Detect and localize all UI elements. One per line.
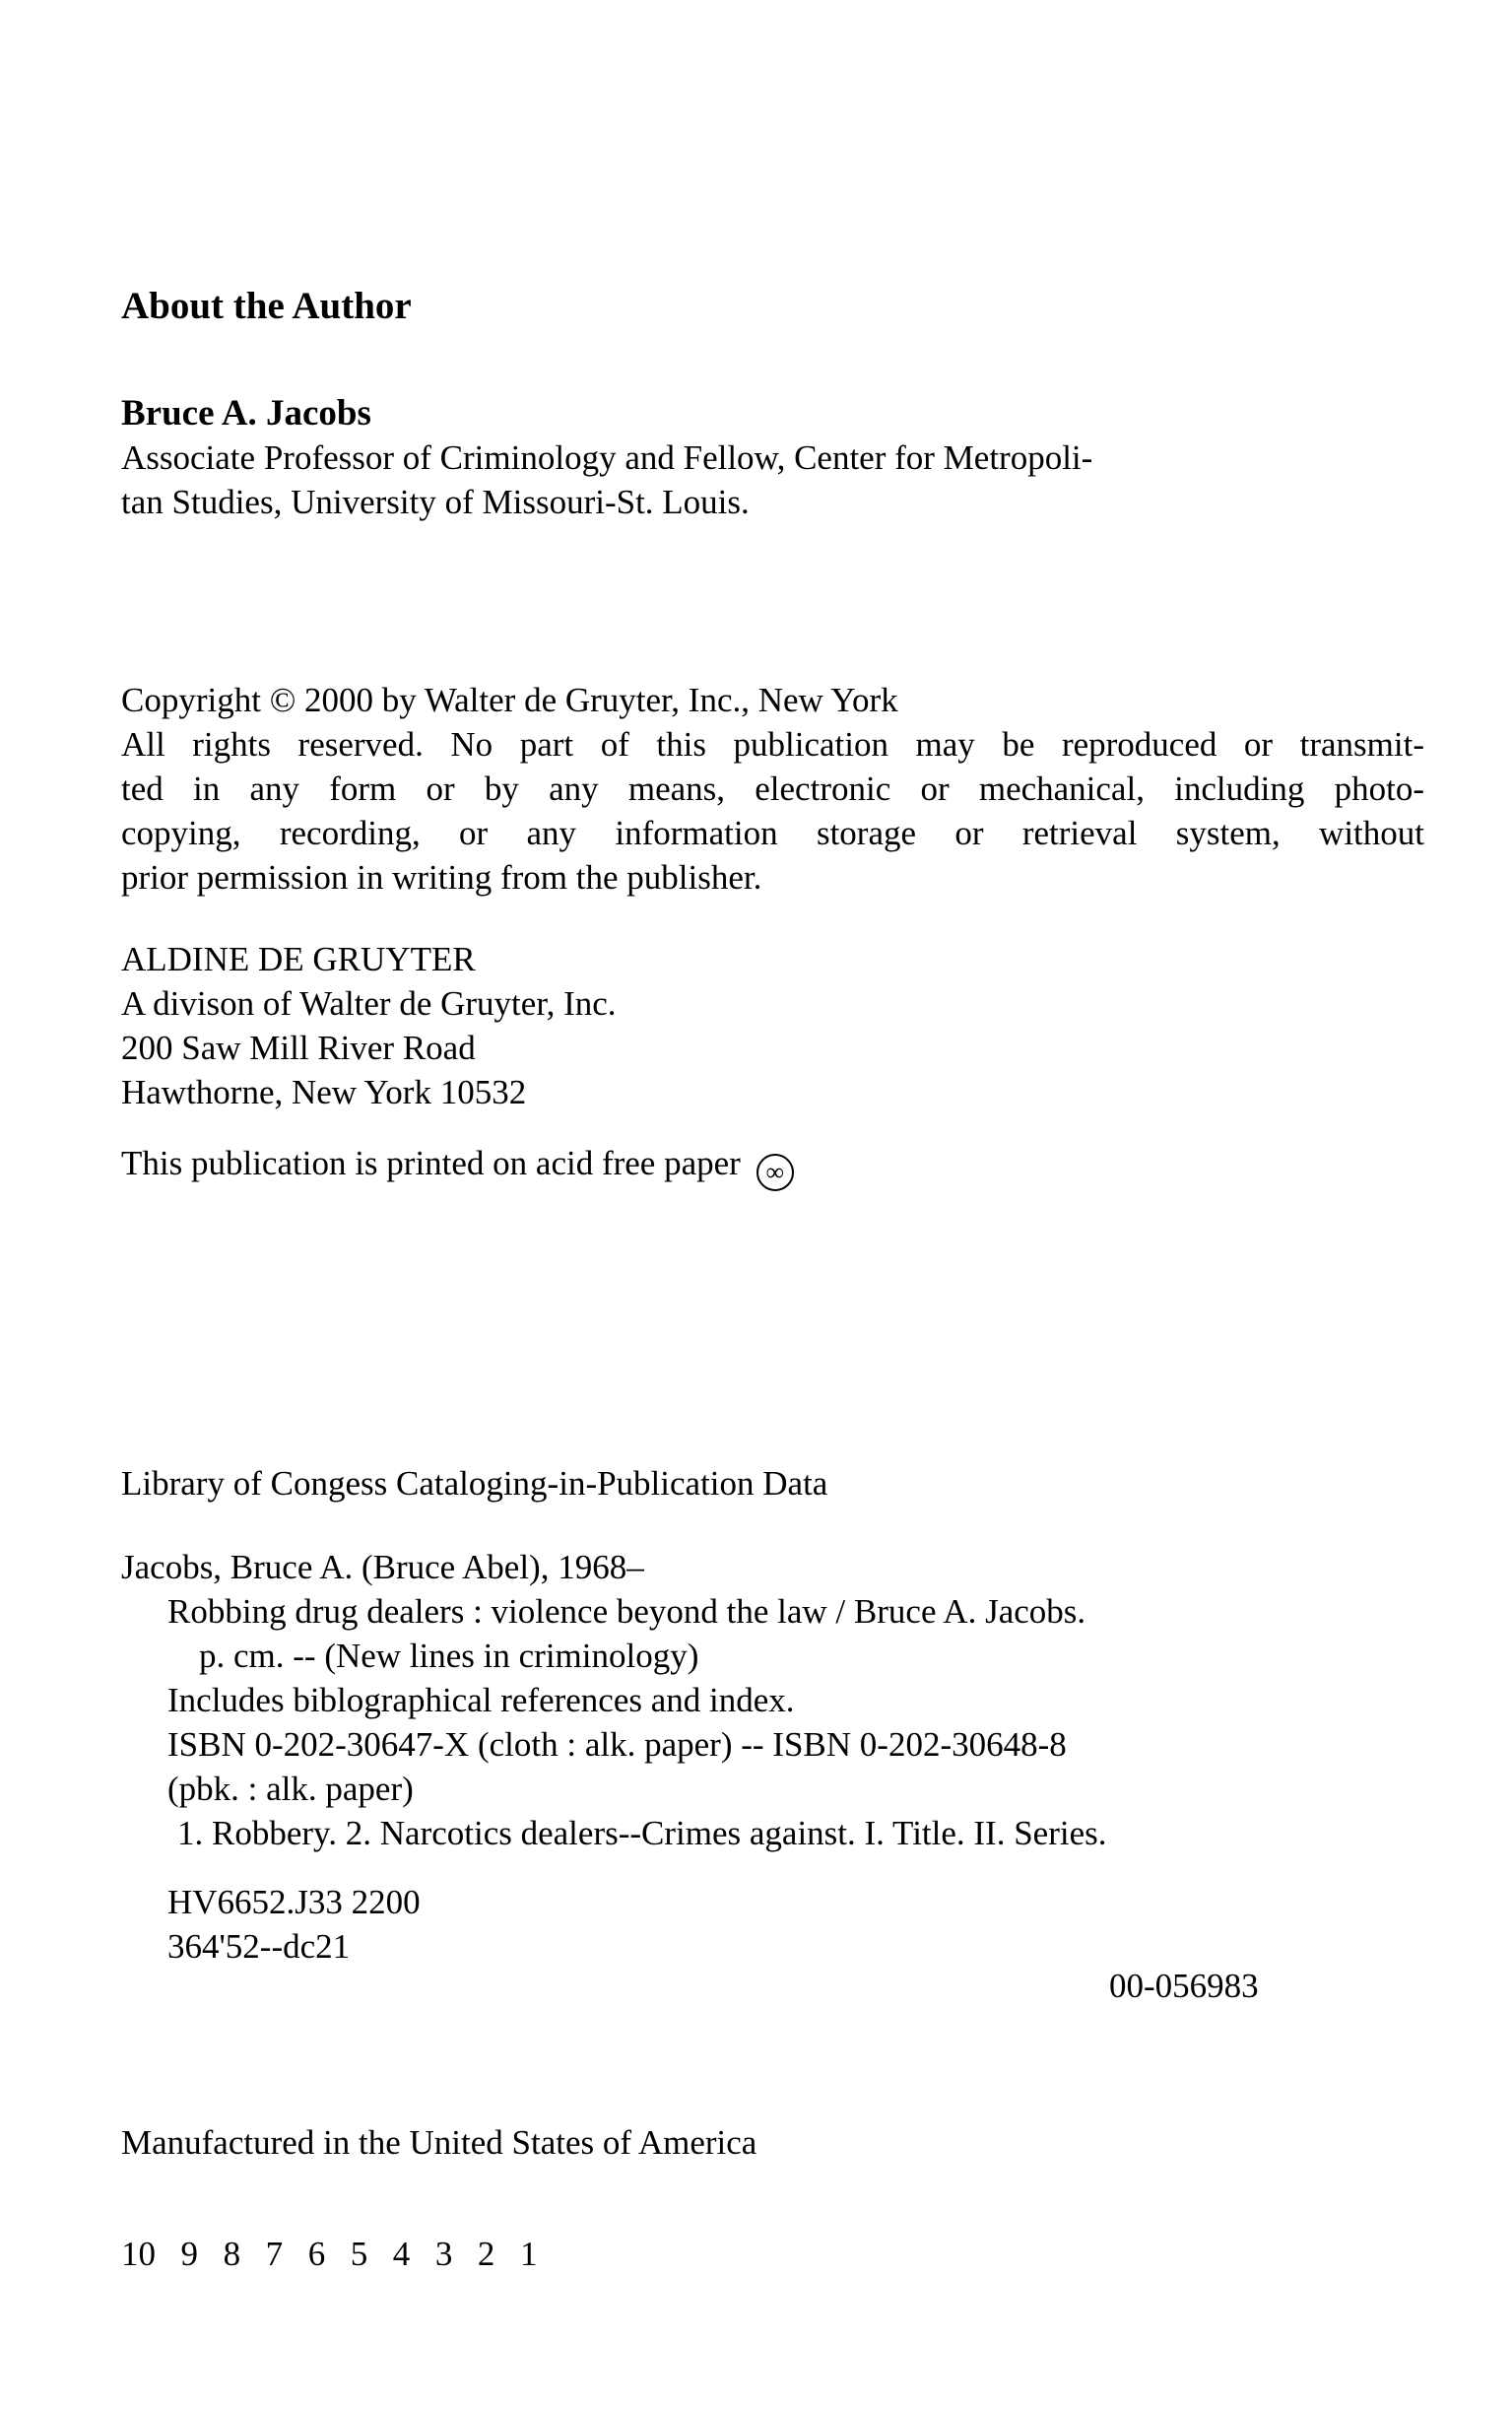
- author-name: Bruce A. Jacobs: [121, 393, 371, 434]
- dewey-number: 364'52--dc21: [167, 1927, 351, 1966]
- publisher-division: A divison of Walter de Gruyter, Inc.: [121, 984, 617, 1023]
- cataloging-heading: Library of Congess Cataloging-in-Publication Data: [121, 1464, 828, 1503]
- catalog-line: ISBN 0-202-30647-X (cloth : alk. paper) -- ISBN 0-202-30648-8: [167, 1725, 1067, 1764]
- catalog-line: Jacobs, Bruce A. (Bruce Abel), 1968–: [121, 1548, 644, 1586]
- catalog-line: Robbing drug dealers : violence beyond the law / Bruce A. Jacobs.: [167, 1592, 1086, 1631]
- copyright-line: All rights reserved. No part of this publication may be reproduced or transmit-: [121, 725, 1424, 764]
- page-title: About the Author: [121, 285, 412, 327]
- copyright-notice: [121, 678, 1424, 900]
- catalog-line: (pbk. : alk. paper): [167, 1770, 414, 1808]
- lc-control-number: 00-056983: [1109, 1967, 1259, 2005]
- author-bio-line: Associate Professor of Criminology and Fellow, Center for Metropoli-: [121, 438, 1093, 477]
- catalog-line: p. cm. -- (New lines in criminology): [199, 1637, 699, 1675]
- acid-free-statement: [121, 1141, 1431, 1191]
- copyright-line: prior permission in writing from the publisher.: [121, 858, 762, 897]
- cataloging-entry: [121, 1545, 1446, 1855]
- author-bio-line: tan Studies, University of Missouri-St. Louis.: [121, 483, 750, 521]
- author-block: [121, 391, 1431, 524]
- manufactured-statement: Manufactured in the United States of America: [121, 2123, 757, 2162]
- copyright-line: ted in any form or by any means, electronic or mechanical, including photo-: [121, 770, 1424, 808]
- publisher-address-block: [121, 937, 1431, 1114]
- publisher-name: ALDINE DE GRUYTER: [121, 940, 476, 978]
- copyright-line: Copyright © 2000 by Walter de Gruyter, Inc., New York: [121, 681, 898, 719]
- permanent-paper-icon: ∞: [756, 1154, 794, 1191]
- publisher-street: 200 Saw Mill River Road: [121, 1029, 476, 1067]
- printing-number-line: 10 9 8 7 6 5 4 3 2 1: [121, 2235, 538, 2273]
- acid-free-text: This publication is printed on acid free paper: [121, 1144, 741, 1182]
- catalog-line: Includes biblographical references and index.: [167, 1681, 795, 1719]
- lc-call-number: HV6652.J33 2200: [167, 1883, 421, 1921]
- catalog-line: 1. Robbery. 2. Narcotics dealers--Crimes against. I. Title. II. Series.: [177, 1814, 1107, 1852]
- copyright-line: copying, recording, or any information storage or retrieval system, without: [121, 814, 1424, 852]
- publisher-city: Hawthorne, New York 10532: [121, 1073, 527, 1111]
- call-number-block: [167, 1880, 1054, 1969]
